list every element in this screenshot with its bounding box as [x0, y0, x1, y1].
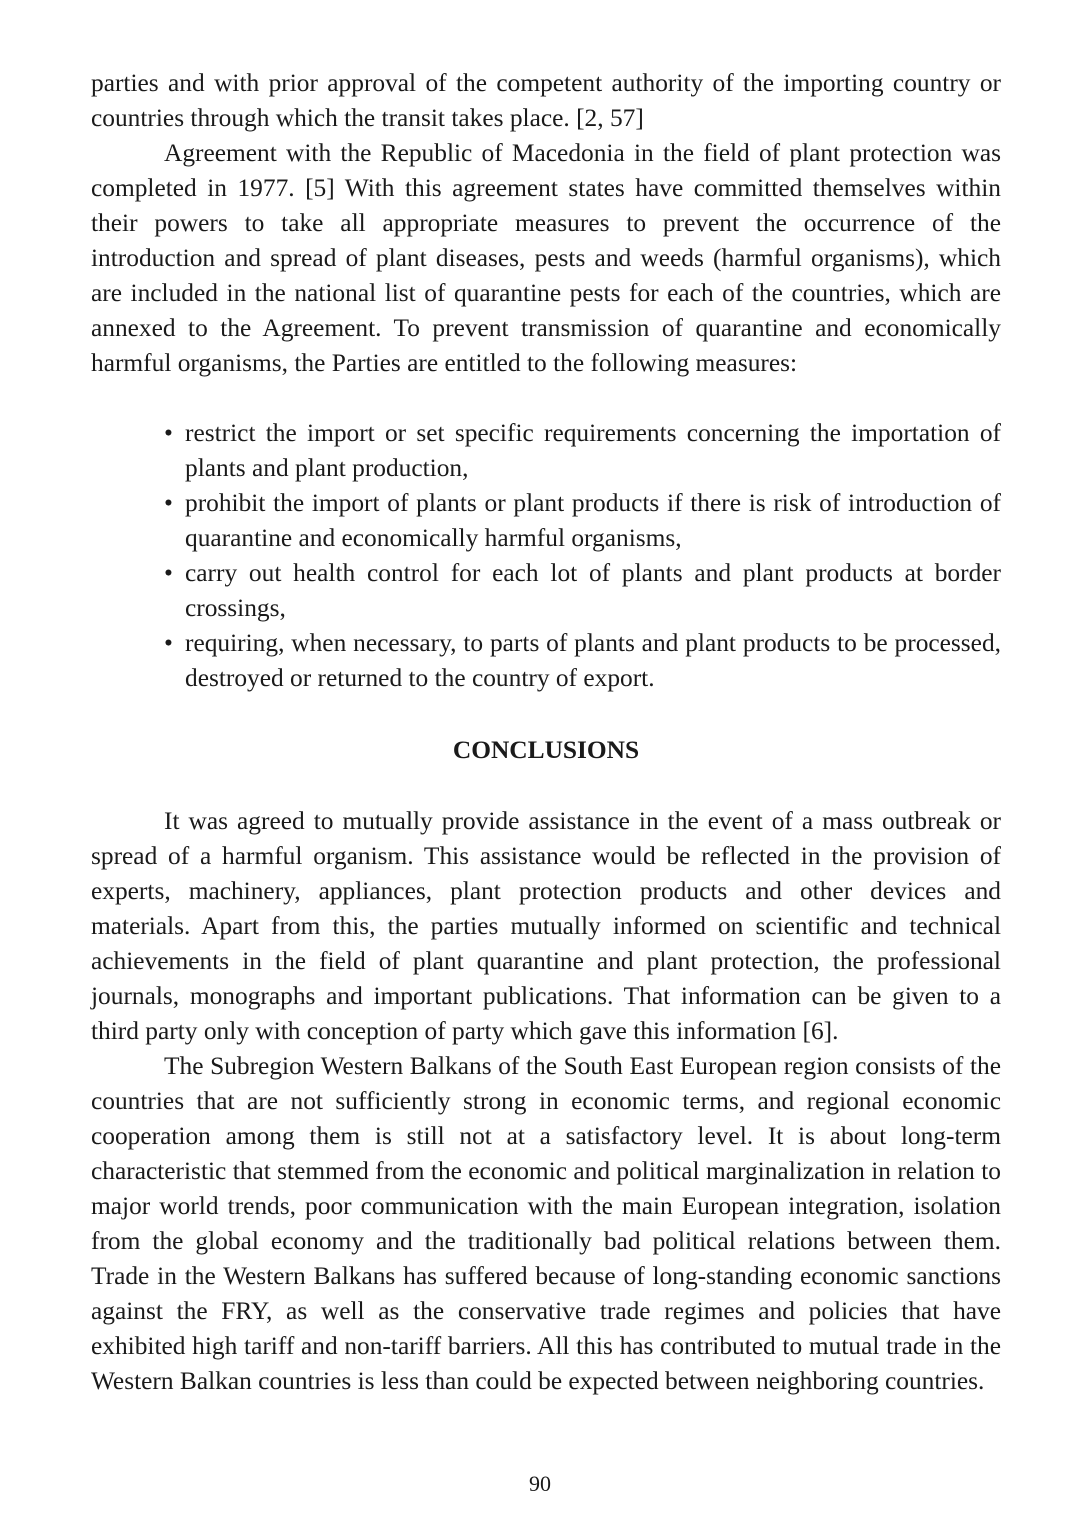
list-item: • prohibit the import of plants or plant products if there is risk of introduction of quarantine and economically harmful organisms,: [164, 486, 1001, 556]
list-item: • carry out health control for each lot of plants and plant products at border crossings,: [164, 556, 1001, 626]
section-heading-conclusions: CONCLUSIONS: [452, 736, 640, 764]
paragraph-macedonia-agreement: Agreement with the Republic of Macedonia in the field of plant protection was completed in 1977. [5] With this agreement states have committed themselves within their powers to take all appropriate measures to prevent the occurrence of the introduction and spread of plant diseases, pests and weeds (harmful organisms), which are included in the national list of quarantine pests for each of the countries, which are annexed to the Agreement. To prevent transmission of quarantine and economically harmful organisms, the Parties are entitled to the following measures:: [91, 139, 1001, 377]
paragraph-western-balkans: The Subregion Western Balkans of the South East European region consists of the countries that are not sufficiently strong in economic terms, and regional economic cooperation among them is still not at a satisfactory level. It is about long-term characteristic that stemmed from the economic and political marginalization in relation to major world trends, poor communication with the main European integration, isolation from the global economy and the traditionally bad political relations between them. Trade in the Western Balkans has suffered because of long-standing economic sanctions against the FRY, as well as the conservative trade regimes and policies that have exhibited high tariff and non-tariff barriers. All this has contributed to mutual trade in the Western Balkan countries is less than could be expected between neighboring countries.: [91, 1052, 1001, 1395]
measures-list: [91, 416, 1001, 696]
list-item: • requiring, when necessary, to parts of plants and plant products to be processed, destroyed or returned to the country of export.: [164, 626, 1001, 696]
list-item: • restrict the import or set specific requirements concerning the importation of plants and plant production,: [164, 416, 1001, 486]
paragraph-mutual-assistance: It was agreed to mutually provide assistance in the event of a mass outbreak or spread of a harmful organism. This assistance would be reflected in the provision of experts, machinery, appliances, plant protection products and other devices and materials. Apart from this, the parties mutually informed on scientific and technical achievements in the field of plant quarantine and plant protection, the professional journals, monographs and important publications. That information can be given to a third party only with conception of party which gave this information [6].: [91, 807, 1001, 1045]
paragraph-transit-continuation: parties and with prior approval of the competent authority of the importing country or countries through which the transit takes place. [2, 57]: [91, 69, 1001, 132]
page-number: 90: [529, 1471, 551, 1496]
page-body: [91, 66, 1001, 1399]
